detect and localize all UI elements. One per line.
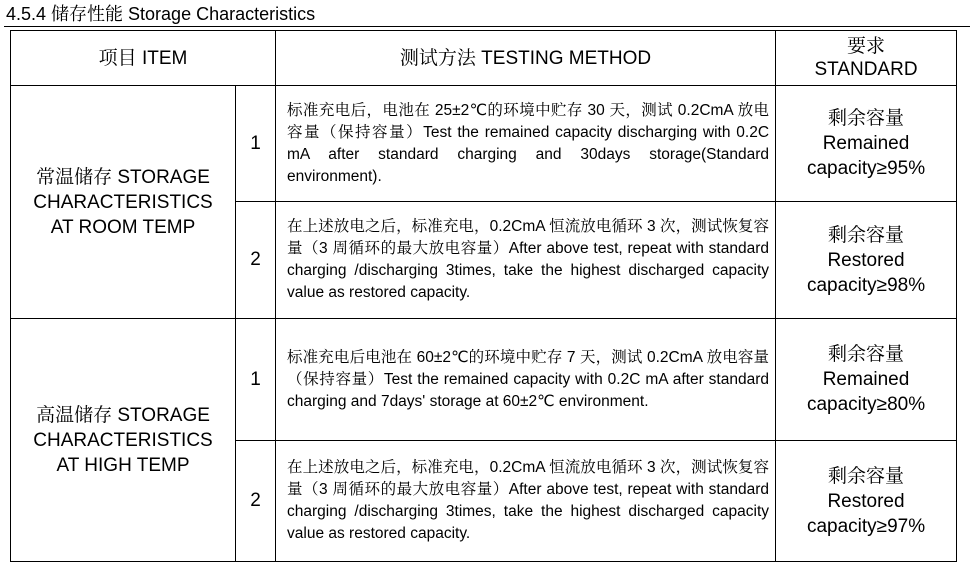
standard-line: capacity≥80%	[806, 394, 926, 415]
header-standard-en: STANDARD	[814, 59, 918, 80]
test-method-text: 在上述放电之后，标准充电，0.2CmA 恒流放电循环 3 次，测试恢复容量（3 周循环的最大放电容量）After above test, repeat with standard charging /discharging 3times, take the highest discharged capacity value as restored capacity.	[276, 441, 776, 562]
group-label-line: AT HIGH TEMP	[56, 454, 190, 476]
standard-line: capacity≥97%	[806, 515, 926, 537]
row-index: 1	[236, 319, 276, 441]
header-testing-method: 测试方法 TESTING METHOD	[276, 31, 776, 86]
table-row	[11, 86, 957, 202]
standard-line: 剩余容量	[828, 224, 905, 246]
standard-line: capacity≥95%	[806, 158, 926, 179]
header-standard	[776, 31, 957, 86]
test-method-text: 在上述放电之后，标准充电，0.2CmA 恒流放电循环 3 次，测试恢复容量（3 周循环的最大放电容量）After above test, repeat with standard charging /discharging 3times, take the highest discharged capacity value as restored capacity.	[276, 202, 776, 319]
group-label-line: 常温储存 STORAGE	[36, 166, 210, 188]
standard-line: Remained	[822, 369, 910, 390]
group-label-line: 高温储存 STORAGE	[36, 404, 210, 426]
table-header-row	[11, 31, 957, 86]
standard-requirement	[776, 202, 957, 319]
row-index: 2	[236, 441, 276, 562]
group-label-line: CHARACTERISTICS	[33, 191, 213, 213]
standard-requirement	[776, 319, 957, 441]
test-method-text: 标准充电后，电池在 25±2℃的环境中贮存 30 天，测试 0.2CmA 放电容量（保持容量）Test the remained capacity discharging with 0.2C mA after standard charging and 30days storage(Standard environment).	[276, 86, 776, 202]
table-row	[11, 319, 957, 441]
standard-requirement	[776, 86, 957, 202]
standard-line: Restored	[827, 490, 905, 512]
standard-line: Restored	[827, 249, 905, 271]
storage-characteristics-table	[10, 30, 957, 562]
group-label-room-temp	[11, 86, 236, 319]
standard-requirement	[776, 441, 957, 562]
section-title: 4.5.4 储存性能 Storage Characteristics	[6, 4, 316, 24]
standard-line: 剩余容量	[828, 344, 905, 365]
test-method-text: 标准充电后电池在 60±2℃的环境中贮存 7 天，测试 0.2CmA 放电容量（保持容量）Test the remained capacity with 0.2C mA after standard charging and 7days' storage at 60±2℃ environment.	[276, 319, 776, 441]
header-item: 项目 ITEM	[11, 31, 276, 86]
row-index: 2	[236, 202, 276, 319]
standard-line: Remained	[822, 133, 910, 154]
standard-line: 剩余容量	[828, 108, 905, 129]
group-label-high-temp	[11, 319, 236, 562]
title-divider	[4, 26, 970, 27]
header-standard-cn: 要求	[847, 36, 886, 57]
group-label-line: CHARACTERISTICS	[33, 429, 213, 451]
row-index: 1	[236, 86, 276, 202]
group-label-line: AT ROOM TEMP	[50, 216, 196, 238]
standard-line: 剩余容量	[828, 465, 905, 487]
standard-line: capacity≥98%	[806, 274, 926, 296]
